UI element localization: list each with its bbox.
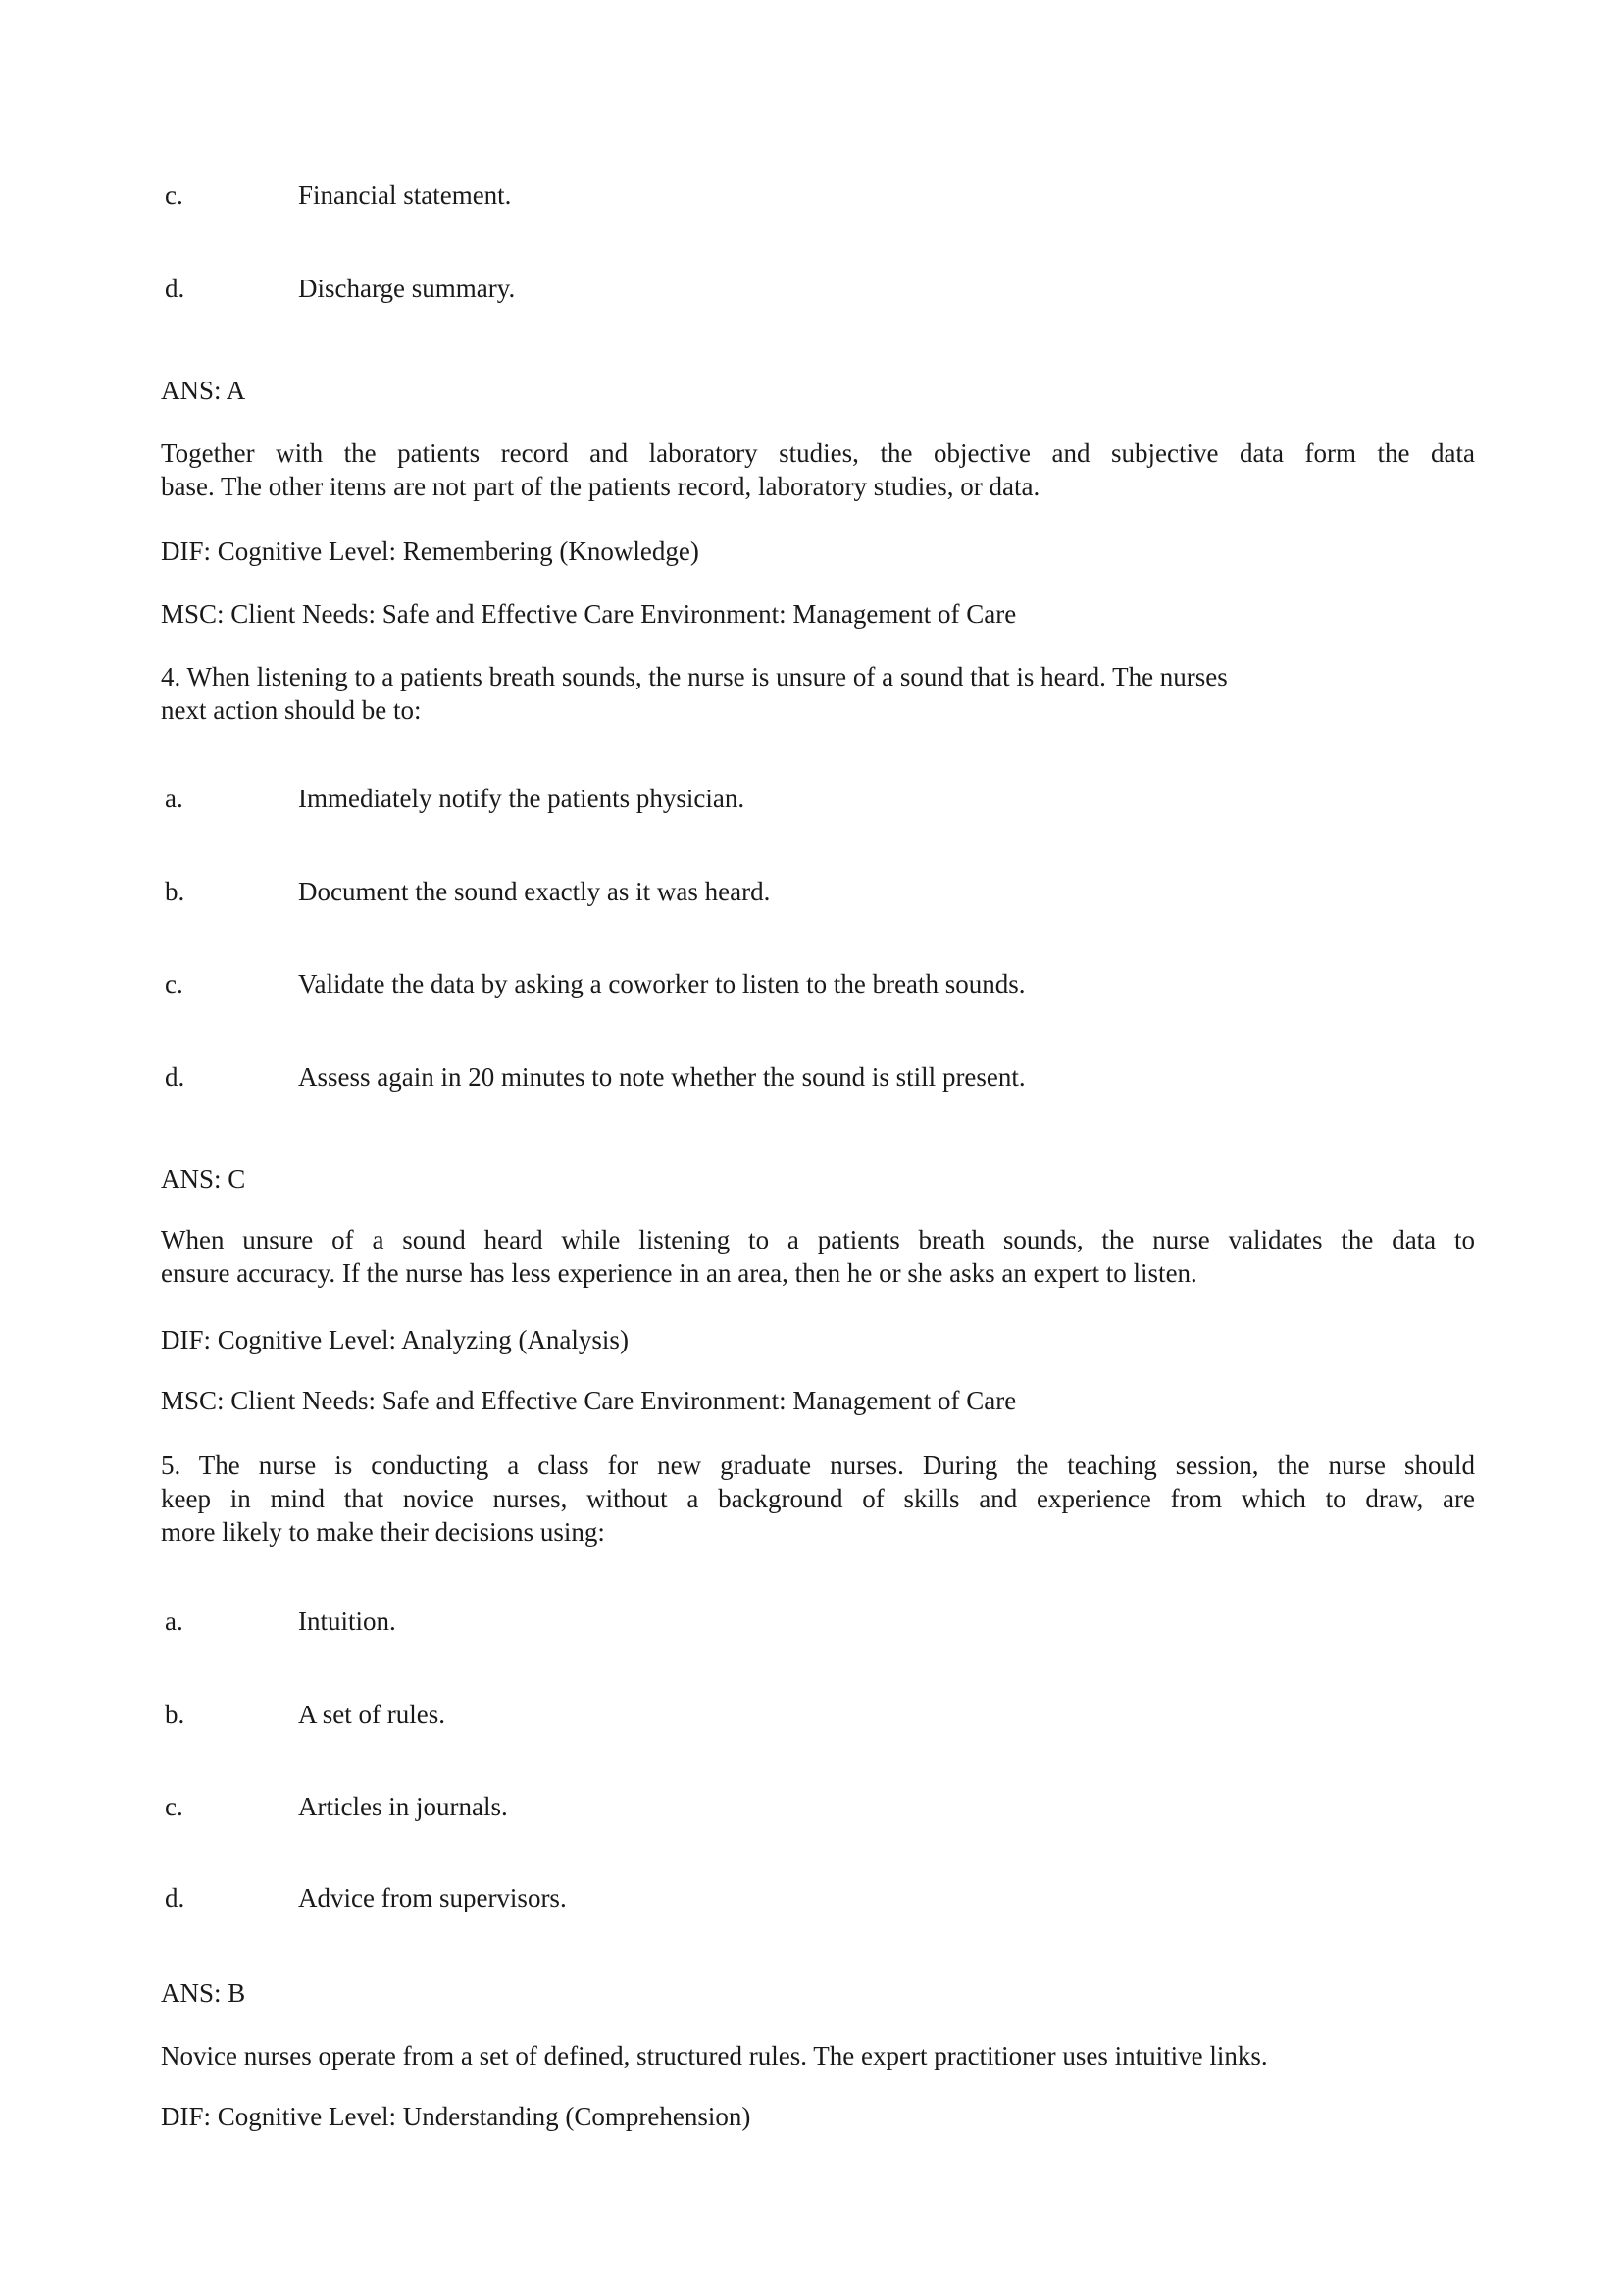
option-text: Validate the data by asking a coworker to listen to the breath sounds. — [298, 969, 1026, 998]
option-text: Financial statement. — [298, 180, 512, 210]
option-letter: d. — [165, 274, 185, 303]
q5-stem — [161, 1449, 1475, 1549]
option-letter: c. — [165, 180, 183, 210]
option-text: Document the sound exactly as it was heard. — [298, 877, 771, 906]
q3-rationale — [161, 436, 1475, 503]
option-letter: c. — [165, 969, 183, 998]
stem-line: keep in mind that novice nurses, without a background of skills and experience from which to draw, are — [161, 1484, 1475, 1513]
q3-difficulty: DIF: Cognitive Level: Remembering (Knowledge) — [161, 536, 699, 566]
q4-msc: MSC: Client Needs: Safe and Effective Care Environment: Management of Care — [161, 1386, 1017, 1415]
option-letter: b. — [165, 1700, 185, 1729]
q4-answer: ANS: C — [161, 1164, 246, 1194]
rationale-line: ensure accuracy. If the nurse has less experience in an area, then he or she asks an expert to listen. — [161, 1258, 1197, 1288]
rationale-line: When unsure of a sound heard while listening to a patients breath sounds, the nurse validates the data to — [161, 1225, 1475, 1254]
option-letter: a. — [165, 1606, 183, 1636]
rationale-line: base. The other items are not part of the patients record, laboratory studies, or data. — [161, 472, 1040, 501]
option-letter: d. — [165, 1883, 185, 1912]
option-letter: a. — [165, 784, 183, 813]
option-text: Assess again in 20 minutes to note whether the sound is still present. — [298, 1062, 1026, 1092]
q4-stem — [161, 660, 1228, 727]
option-text: Discharge summary. — [298, 274, 516, 303]
q4-difficulty: DIF: Cognitive Level: Analyzing (Analysis) — [161, 1325, 629, 1354]
rationale-line: Together with the patients record and laboratory studies, the objective and subjective data form the data — [161, 438, 1475, 468]
option-text: Advice from supervisors. — [298, 1883, 567, 1912]
q3-answer: ANS: A — [161, 376, 246, 405]
q5-difficulty: DIF: Cognitive Level: Understanding (Comprehension) — [161, 2102, 751, 2131]
option-text: Intuition. — [298, 1606, 396, 1636]
stem-line: 5. The nurse is conducting a class for new graduate nurses. During the teaching session, the nurse should — [161, 1451, 1475, 1480]
option-text: Immediately notify the patients physician. — [298, 784, 745, 813]
stem-line: next action should be to: — [161, 695, 422, 725]
option-letter: d. — [165, 1062, 185, 1092]
rationale-line: Novice nurses operate from a set of defined, structured rules. The expert practitioner uses intuitive links. — [161, 2041, 1268, 2070]
option-text: A set of rules. — [298, 1700, 445, 1729]
q5-rationale — [161, 2039, 1268, 2072]
q3-msc: MSC: Client Needs: Safe and Effective Care Environment: Management of Care — [161, 599, 1017, 629]
stem-line: more likely to make their decisions using: — [161, 1517, 605, 1547]
option-text: Articles in journals. — [298, 1792, 508, 1821]
q4-rationale — [161, 1223, 1475, 1290]
q5-answer: ANS: B — [161, 1978, 246, 2008]
option-letter: c. — [165, 1792, 183, 1821]
stem-line: 4. When listening to a patients breath sounds, the nurse is unsure of a sound that is heard. The nurses — [161, 662, 1228, 691]
option-letter: b. — [165, 877, 185, 906]
